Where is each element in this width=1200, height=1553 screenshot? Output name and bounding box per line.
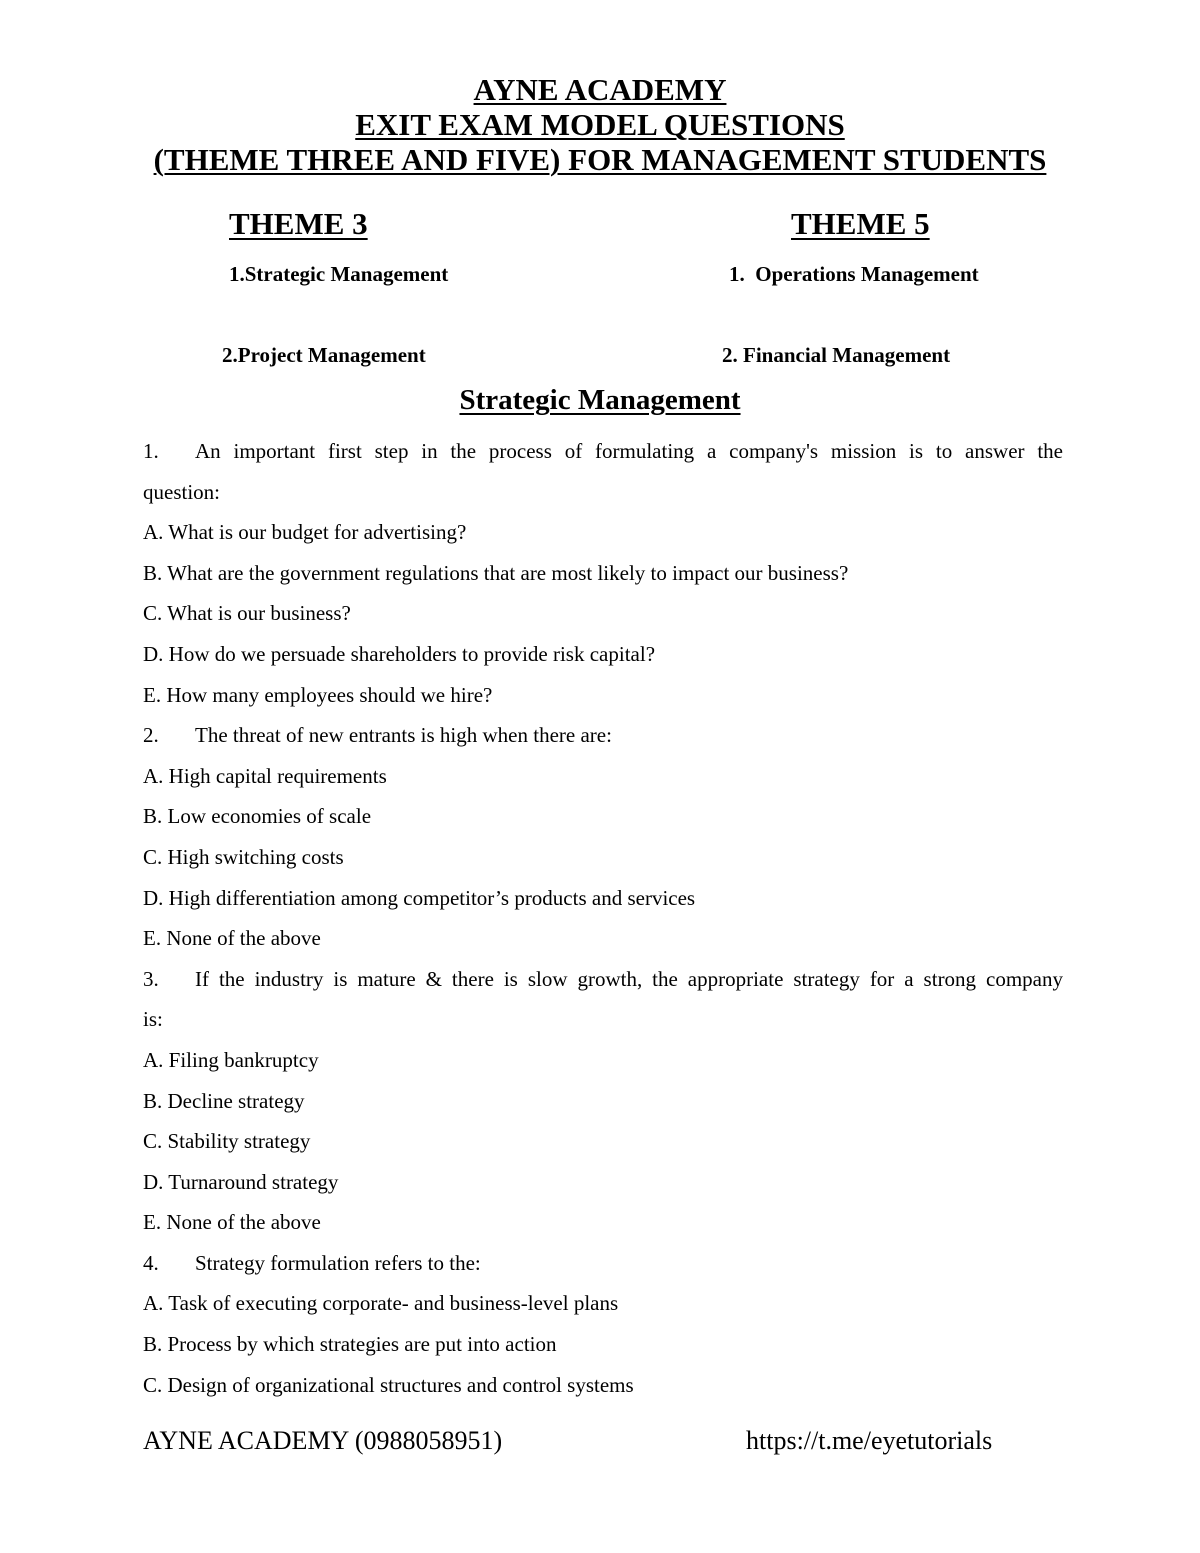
question-text: An important first step in the process of formulating a company's mission is to answer the xyxy=(195,439,1063,463)
theme-5-item-financial: 2. Financial Management xyxy=(722,343,951,367)
footer-telegram-link[interactable]: https://t.me/eyetutorials xyxy=(746,1426,993,1455)
section-title: Strategic Management xyxy=(459,384,741,416)
theme-5-heading: THEME 5 xyxy=(791,206,930,241)
question-text: If the industry is mature & there is slow growth, the appropriate strategy for a strong company xyxy=(195,966,1063,991)
header-academy-name: AYNE ACADEMY xyxy=(473,72,727,107)
answer-option: A. What is our budget for advertising? xyxy=(143,520,467,545)
header-subtitle: (THEME THREE AND FIVE) FOR MANAGEMENT STUDENTS xyxy=(153,142,1047,177)
question-text: The threat of new entrants is high when there are: xyxy=(195,723,612,748)
question-number: 3. xyxy=(143,966,159,991)
question-number: 1. xyxy=(143,439,159,463)
answer-option: B. Decline strategy xyxy=(143,1088,305,1113)
answer-option: D. High differentiation among competitor’s products and services xyxy=(143,885,696,910)
answer-option: C. Design of organizational structures and control systems xyxy=(143,1372,634,1397)
answer-option: B. Process by which strategies are put into action xyxy=(143,1332,557,1357)
theme-3-item-strategic: 1.Strategic Management xyxy=(229,262,449,286)
question-stem xyxy=(143,1246,1063,1287)
answer-option: A. High capital requirements xyxy=(143,763,387,788)
answer-option: B. Low economies of scale xyxy=(143,804,372,829)
answer-option: C. What is our business? xyxy=(143,601,351,626)
question-number: 4. xyxy=(143,1250,159,1275)
answer-option: D. How do we persuade shareholders to provide risk capital? xyxy=(143,641,656,666)
answer-option: B. What are the government regulations that are most likely to impact our business? xyxy=(143,560,849,585)
answer-option: E. None of the above xyxy=(143,926,321,951)
theme-3-heading: THEME 3 xyxy=(229,206,368,241)
document-header xyxy=(0,72,1200,177)
answer-option: E. How many employees should we hire? xyxy=(143,682,493,707)
question-text: Strategy formulation refers to the: xyxy=(195,1250,481,1275)
question-stem xyxy=(143,962,1063,1003)
answer-option: D. Turnaround strategy xyxy=(143,1169,339,1194)
footer-academy-contact: AYNE ACADEMY (0988058951) xyxy=(143,1426,503,1455)
header-exam-title: EXIT EXAM MODEL QUESTIONS xyxy=(355,107,845,142)
answer-option: A. Filing bankruptcy xyxy=(143,1047,319,1072)
question-stem xyxy=(143,434,1063,475)
question-text-continued: question: xyxy=(143,479,220,504)
answer-option: A. Task of executing corporate- and business-level plans xyxy=(143,1291,619,1316)
question-number: 2. xyxy=(143,723,159,748)
question-text-continued: is: xyxy=(143,1007,163,1032)
answer-option: C. Stability strategy xyxy=(143,1129,311,1154)
answer-option: C. High switching costs xyxy=(143,844,344,869)
question-stem xyxy=(143,718,1063,759)
theme-5-item-operations: 1. Operations Management xyxy=(729,262,979,286)
question-list xyxy=(143,434,1063,1408)
theme-3-item-project: 2.Project Management xyxy=(222,343,426,367)
answer-option: E. None of the above xyxy=(143,1210,321,1235)
